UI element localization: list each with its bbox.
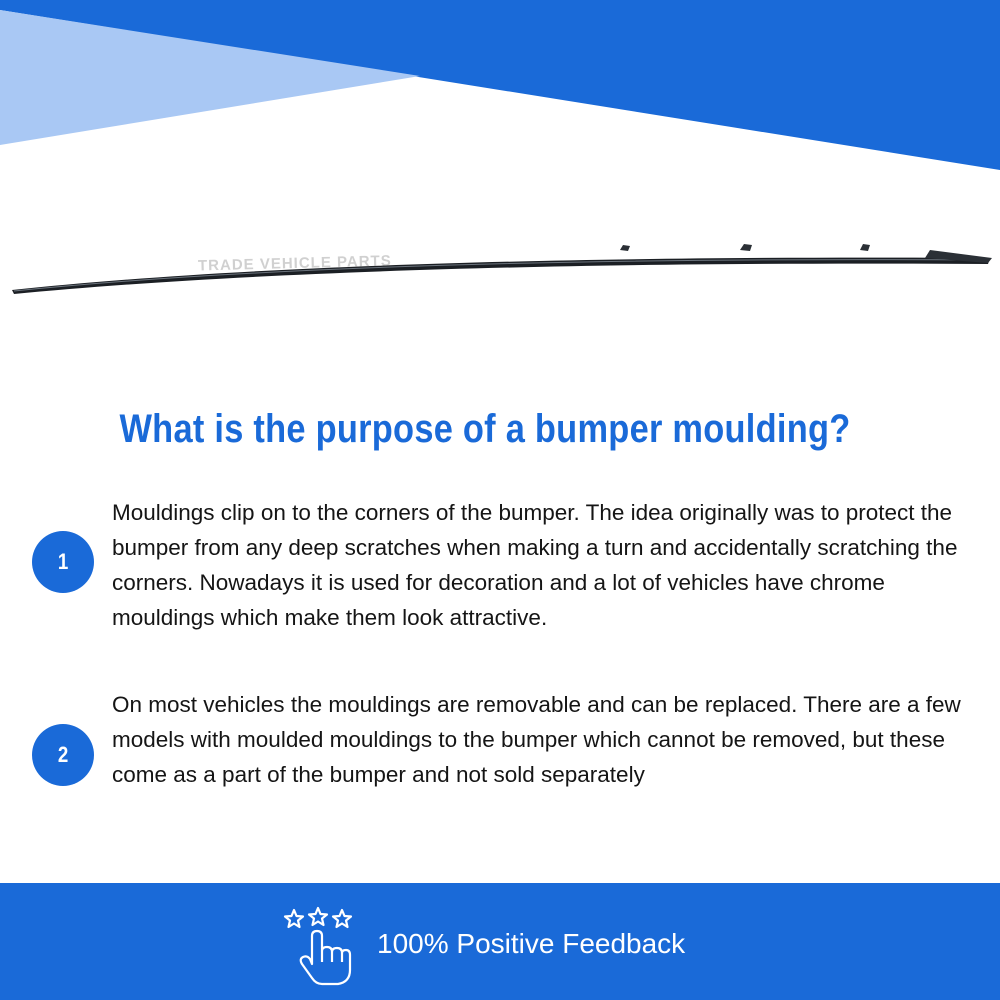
bumper-moulding-image [0, 225, 1000, 315]
point-text-2: On most vehicles the mouldings are removable and can be replaced. There are a few models with moulded mouldings to the bumper which cannot be removed, but these come as a part of the bumper and not sold separately [112, 692, 961, 787]
watermark-text: TRADE VEHICLE PARTS [197, 252, 392, 275]
number-badge-1 [32, 531, 94, 593]
top-banner [0, 0, 1000, 175]
badge-number: 1 [57, 549, 69, 574]
hand-stars-icon [282, 906, 356, 986]
point-text-1: Mouldings clip on to the corners of the bumper. The idea originally was to protect the bumper from any deep scratches when making a turn and accidentally scratching the corners. Nowadays it is used for decoration and a lot of vehicles have chrome mouldings which make them look attractive. [112, 500, 958, 630]
page-title: What is the purpose of a bumper moulding? [119, 407, 851, 451]
number-badge-2 [32, 724, 94, 786]
feedback-label: 100% Positive Feedback [377, 928, 686, 959]
badge-number: 2 [57, 742, 69, 767]
